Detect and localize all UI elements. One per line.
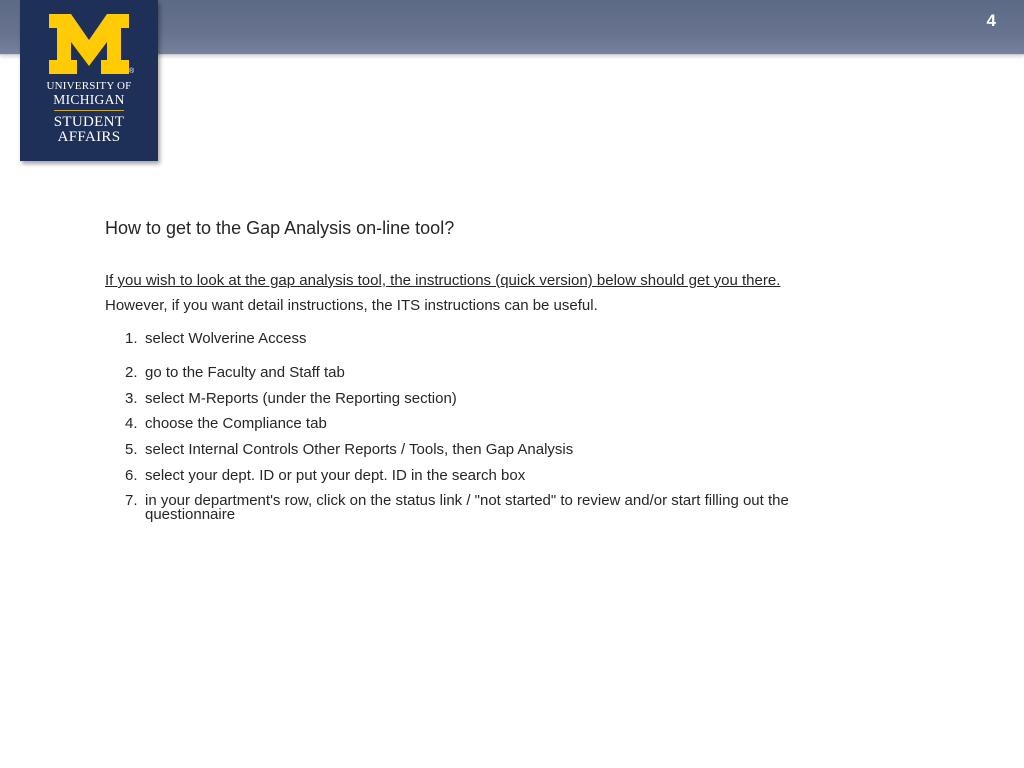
step-number: 6. [125,467,138,484]
step-text: go to the Faculty and Staff tab [145,364,345,381]
registered-mark: ® [129,68,135,75]
step-text: in your department's row, click on the status link / "not started" to review and/or start filling out the [145,492,789,509]
step-text: choose the Compliance tab [145,415,327,432]
step-number: 2. [125,364,138,381]
step-number: 1. [125,330,138,347]
step-number: 7. [125,492,138,509]
step-text: select M-Reports (under the Reporting section) [145,390,457,407]
page-title: How to get to the Gap Analysis on-line tool? [105,218,455,238]
step-text: select Wolverine Access [145,330,307,347]
slide-content [105,216,905,523]
block-m-icon [49,14,129,74]
step-item [125,330,306,347]
step-item [125,441,573,458]
page-number: 4 [986,11,996,30]
step-item [125,467,525,484]
logo-student: STUDENT [53,114,125,130]
step-item [125,390,457,407]
step-number: 4. [125,415,138,432]
step-item [125,415,327,432]
step-item [125,364,345,381]
logo-michigan: MICHIGAN [53,92,125,107]
university-logo [20,0,158,161]
step-text: select your dept. ID or put your dept. ID in the search box [145,467,526,484]
step-number: 5. [125,441,138,458]
intro-text: However, if you want detail instructions, the ITS instructions can be useful. [105,297,598,314]
step-text: select Internal Controls Other Reports / Tools, then Gap Analysis [145,441,574,458]
logo-university-of: UNIVERSITY OF [46,80,132,92]
step-continuation-text: questionnaire [145,506,236,523]
logo-affairs: AFFAIRS [57,129,121,145]
step-number: 3. [125,390,138,407]
logo-divider [54,110,124,111]
intro-underlined-text: If you wish to look at the gap analysis tool, the instructions (quick version) below should get you there. [105,272,781,289]
